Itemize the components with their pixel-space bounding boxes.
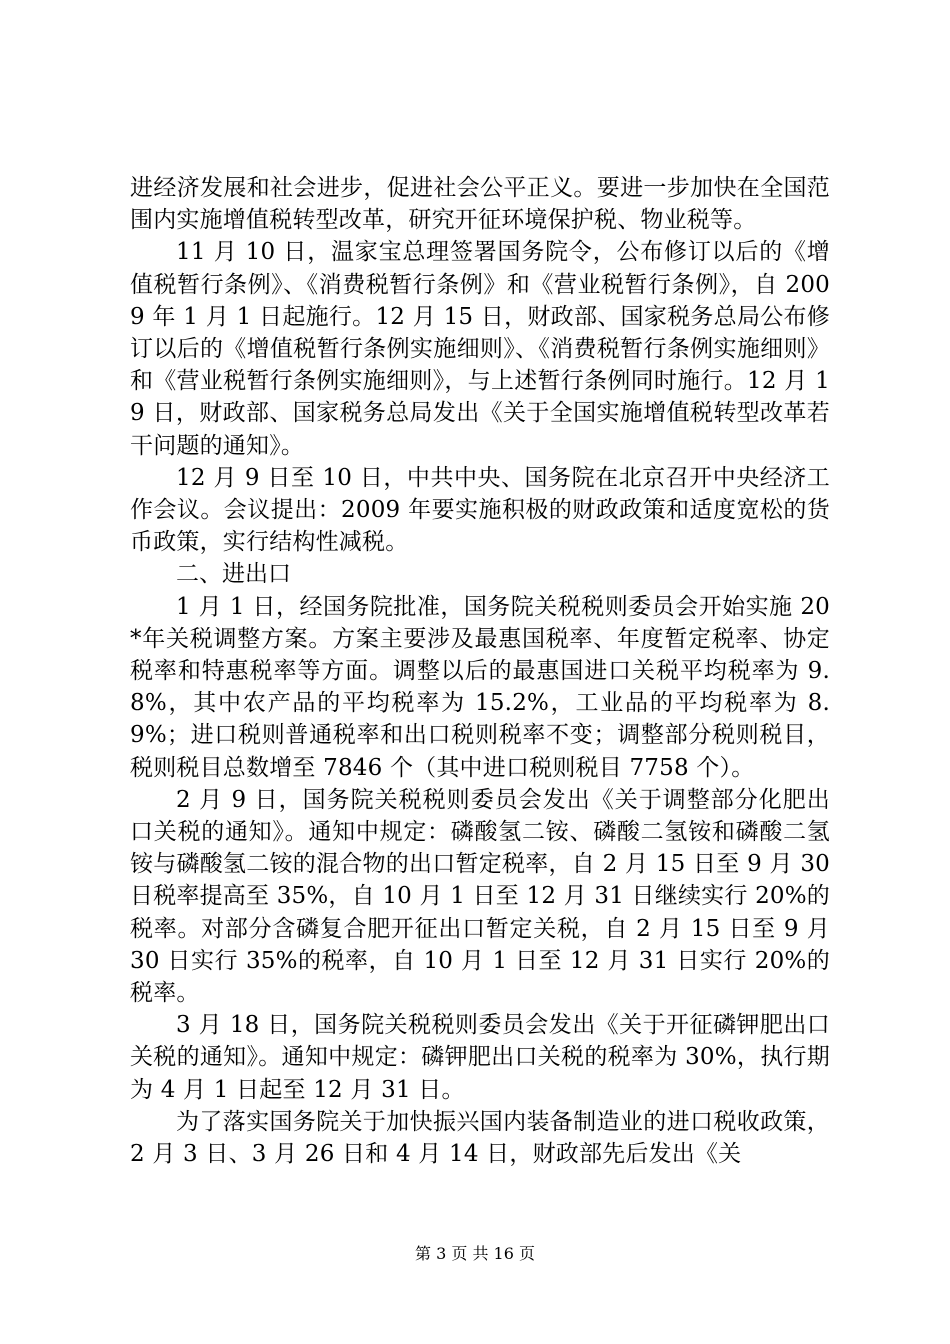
paragraph-dec-9: 12 月 9 日至 10 日，中共中央、国务院在北京召开中央经济工作会议。会议提出：2009 年要实施积极的财政政策和适度宽松的货币政策，实行结构性减税。 bbox=[130, 464, 830, 556]
paragraph-feb-9: 2 月 9 日，国务院关税税则委员会发出《关于调整部分化肥出口关税的通知》。通知中规定：磷酸氢二铵、磷酸二氢铵和磷酸二氢铵与磷酸氢二铵的混合物的出口暂定税率，自 2 月 15 日至 9 月 30 日税率提高至 35%，自 10 月 1 日至 12 月 31 日继续实行 20%的税率。对部分含磷复合肥开征出口暂定关税，自 2 月 15 日至 9 月 30 日实行 35%的税率，自 10 月 1 日至 12 月 31 日实行 20%的税率。 bbox=[130, 786, 830, 1007]
section-heading: 二、进出口 bbox=[176, 561, 291, 588]
paragraph-jan-1: 1 月 1 日，经国务院批准，国务院关税税则委员会开始实施 20*年关税调整方案。方案主要涉及最惠国税率、年度暂定税率、协定税率和特惠税率等方面。调整以后的最惠国进口关税平均税率为 9.8%，其中农产品的平均税率为 15.2%，工业品的平均税率为 8.9%；进口税则普通税率和出口税则税率不变；调整部分税则税目，税则税目总数增至 7846 个（其中进口税则税目 7758 个）。 bbox=[130, 593, 830, 781]
paragraph-nov-10: 11 月 10 日，温家宝总理签署国务院令，公布修订以后的《增值税暂行条例》、《消费税暂行条例》和《营业税暂行条例》，自 2009 年 1 月 1 日起施行。12 月 15 日，财政部、国家税务总局公布修订以后的《增值税暂行条例实施细则》、《消费税暂行条例实施细则》和《营业税暂行条例实施细则》，与上述暂行条例同时施行。12 月 19 日，财政部、国家税务总局发出《关于全国实施增值税转型改革若干问题的通知》。 bbox=[130, 239, 830, 459]
paragraph-continuation: 进经济发展和社会进步，促进社会公平正义。要进一步加快在全国范围内实施增值税转型改革，研究开征环境保护税、物业税等。 bbox=[130, 175, 830, 234]
paragraph-mar-18: 3 月 18 日，国务院关税税则委员会发出《关于开征磷钾肥出口关税的通知》。通知中规定：磷钾肥出口关税的税率为 30%，执行期为 4 月 1 日起至 12 月 31 日。 bbox=[130, 1012, 830, 1103]
document-body bbox=[130, 172, 830, 1170]
page-footer: 第 3 页 共 16 页 bbox=[415, 1244, 535, 1263]
paragraph-equipment-policy: 为了落实国务院关于加快振兴国内装备制造业的进口税收政策，2 月 3 日、3 月 26 日和 4 月 14 日，财政部先后发出《关 bbox=[130, 1108, 830, 1168]
